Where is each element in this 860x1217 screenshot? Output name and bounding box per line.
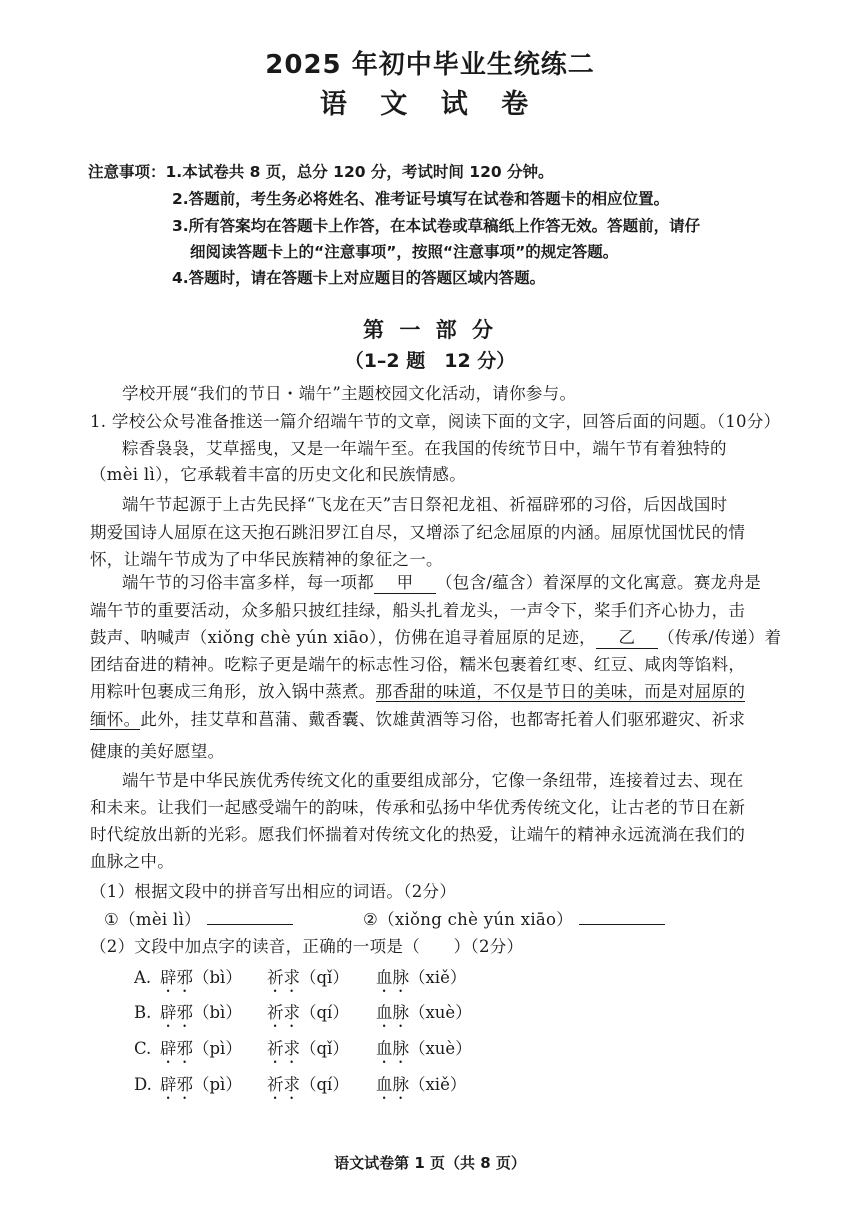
passage-line: 粽香袅袅，艾草摇曳，又是一年端午至。在我国的传统节日中，端午节有着独特的 [122, 439, 727, 458]
option-reading: （bì） [193, 1003, 242, 1022]
passage-line: 团结奋进的精神。吃粽子更是端午的标志性习俗，糯米包裹着红枣、红豆、咸肉等馅料， [90, 655, 746, 674]
answer-blank-1 [207, 924, 293, 925]
option-letter: D. [134, 1075, 152, 1094]
option-reading: （qí） [300, 1003, 349, 1022]
option-c[interactable] [134, 1035, 472, 1067]
notice-item-1: 1.本试卷共 8 页，总分 120 分，考试时间 120 分钟。 [165, 163, 554, 181]
option-reading: （pì） [193, 1075, 242, 1094]
passage-line: 端午节的重要活动，众多船只披红挂绿，船头扎着龙头，一声令下，桨手们齐心协力，击 [90, 601, 746, 620]
blank-jia: 甲 [374, 569, 436, 594]
passage-line: 健康的美好愿望。 [90, 742, 225, 761]
sub-question-1-blanks [104, 906, 784, 930]
option-word: 辟邪 [160, 1003, 193, 1022]
intro-text: 学校开展“我们的节日・端午”主题校园文化活动，请你参与。 [122, 384, 577, 403]
notice-item-3-cont: 细阅读答题卡上的“注意事项”，按照“注意事项”的规定答题。 [190, 243, 619, 261]
page-footer: 语文试卷第 1 页（共 8 页） [334, 1154, 526, 1172]
option-b[interactable] [134, 999, 472, 1031]
exam-title: 2025 年初中毕业生统练二 [265, 50, 595, 80]
option-word: 血脉 [376, 1075, 409, 1094]
notice-item-2: 2.答题前，考生务必将姓名、准考证号填写在试卷和答题卡的相应位置。 [172, 190, 670, 208]
option-a[interactable] [134, 964, 466, 996]
passage-line: 期爱国诗人屈原在这天抱石跳汨罗江自尽，又增添了纪念屈原的内涵。屈原忧国忧民的情 [90, 523, 746, 542]
passage-line: 端午节是中华民族优秀传统文化的重要组成部分，它像一条纽带，连接着过去、现在 [122, 771, 744, 790]
option-word: 辟邪 [160, 1075, 193, 1094]
passage-line: 和未来。让我们一起感受端午的韵味，传承和弘扬中华优秀传统文化，让古老的节日在新 [90, 798, 746, 817]
blank-prompt-2: ②（xiǒng chè yún xiāo） [362, 910, 574, 929]
section-range: （1–2 题 12 分） [344, 350, 516, 372]
notice-item-3: 3.所有答案均在答题卡上作答，在本试卷或草稿纸上作答无效。答题前，请仔 [172, 217, 701, 235]
option-reading: （qí） [300, 1075, 349, 1094]
option-letter: C. [134, 1039, 152, 1058]
passage-line [90, 678, 770, 702]
option-reading: （xiě） [409, 1075, 467, 1094]
option-letter: A. [134, 968, 152, 987]
option-reading: （bì） [193, 968, 242, 987]
option-word: 祈求 [267, 968, 300, 987]
answer-blank-2 [579, 924, 665, 925]
sub-question-2: （2）文段中加点字的读音，正确的一项是（ ）（2分） [90, 937, 524, 956]
option-reading: （xuè） [409, 1039, 472, 1058]
passage-line [90, 624, 782, 649]
passage-line: 时代绽放出新的光彩。愿我们怀揣着对传统文化的热爱，让端午的精神永远流淌在我们的 [90, 825, 746, 844]
blank-prompt-1: ①（mèi lì） [104, 910, 201, 929]
passage-text: 鼓声、呐喊声（xiǒng chè yún xiāo），仿佛在追寻着屈原的足迹， [90, 628, 596, 647]
option-word: 血脉 [376, 1003, 409, 1022]
option-reading: （pì） [193, 1039, 242, 1058]
option-word: 血脉 [376, 1039, 409, 1058]
passage-line [122, 569, 802, 594]
passage-line: （mèi lì），它承载着丰富的历史文化和民族情感。 [90, 465, 467, 484]
blank-yi: 乙 [596, 624, 658, 649]
passage-line: 血脉之中。 [90, 852, 174, 871]
option-word: 辟邪 [160, 1039, 193, 1058]
passage-line [90, 706, 770, 730]
passage-line: 怀，让端午节成为了中华民族精神的象征之一。 [90, 550, 443, 569]
option-word: 血脉 [376, 968, 409, 987]
option-word: 祈求 [267, 1003, 300, 1022]
option-reading: （qǐ） [300, 968, 349, 987]
passage-line: 端午节起源于上古先民择“飞龙在天”吉日祭祀龙祖、祈福辟邪的习俗，后因战国时 [122, 495, 728, 514]
option-d[interactable] [134, 1071, 466, 1103]
section-title: 第 一 部 分 [363, 318, 497, 342]
notice-item-4: 4.答题时，请在答题卡上对应题目的答题区域内答题。 [172, 269, 546, 287]
option-word: 祈求 [267, 1075, 300, 1094]
passage-text: 端午节的习俗丰富多样，每一项都 [122, 573, 374, 592]
option-word: 辟邪 [160, 968, 193, 987]
passage-text: （包含/蕴含）着深厚的文化寓意。赛龙舟是 [436, 573, 762, 592]
option-reading: （qǐ） [300, 1039, 349, 1058]
underlined-sentence: 缅怀。 [90, 710, 141, 729]
exam-subtitle: 语 文 试 卷 [319, 89, 541, 120]
q1-stem: 1. 学校公众号准备推送一篇介绍端午节的文章，阅读下面的文字，回答后面的问题。（10分） [90, 412, 781, 431]
option-reading: （xiě） [409, 968, 467, 987]
option-letter: B. [134, 1003, 152, 1022]
notice-line-1 [88, 160, 788, 182]
notice-label: 注意事项： [88, 163, 166, 181]
underlined-sentence: 那香甜的味道，不仅是节日的美味，而是对屈原的 [375, 682, 746, 701]
passage-text: 用粽叶包裹成三角形，放入锅中蒸煮。 [90, 682, 376, 701]
option-reading: （xuè） [409, 1003, 472, 1022]
passage-text: 此外，挂艾草和菖蒲、戴香囊、饮雄黄酒等习俗，也都寄托着人们驱邪避灾、祈求 [140, 710, 746, 729]
option-word: 祈求 [267, 1039, 300, 1058]
passage-text: （传承/传递）着 [657, 628, 782, 647]
sub-question-1: （1）根据文段中的拼音写出相应的词语。（2分） [90, 882, 457, 901]
